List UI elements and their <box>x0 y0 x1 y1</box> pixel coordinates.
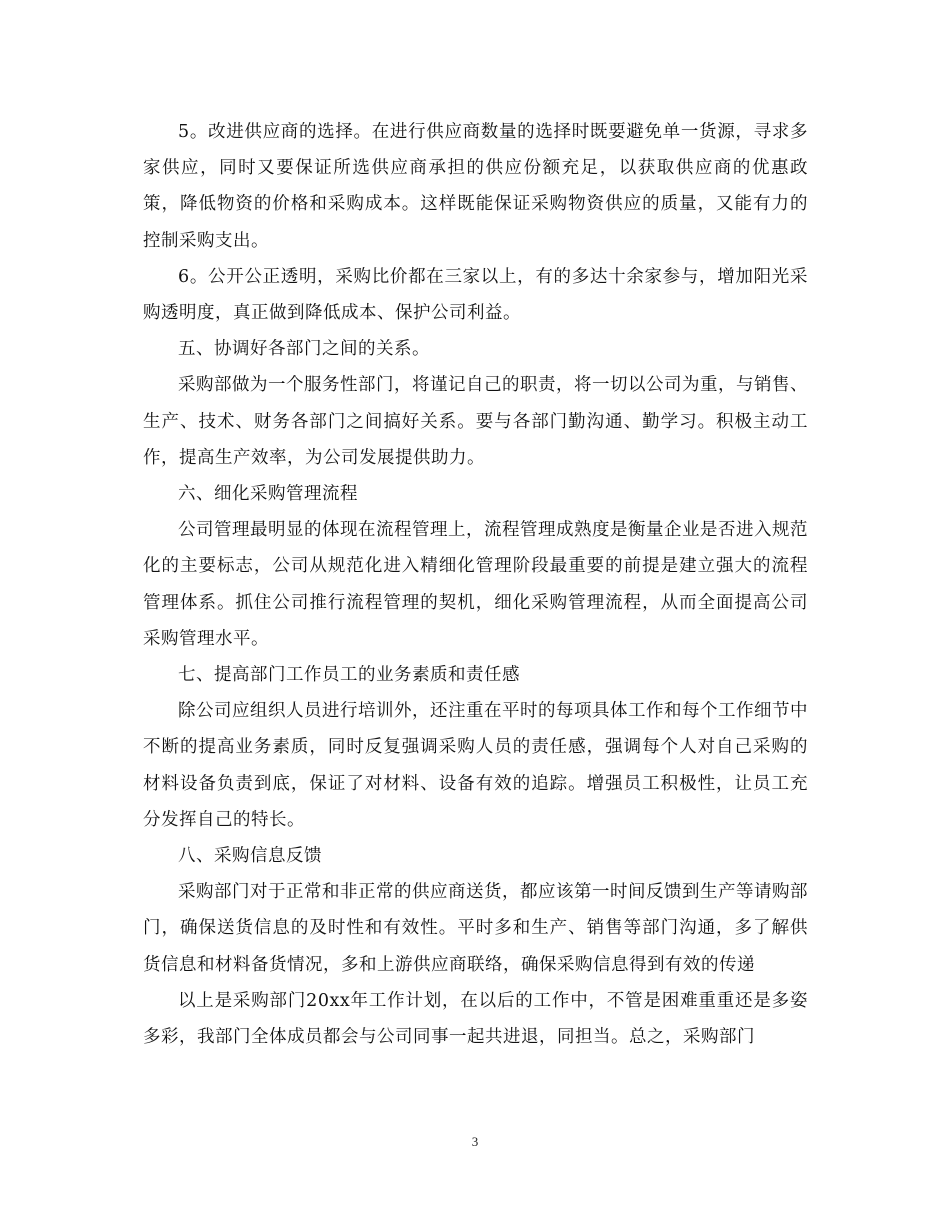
paragraph-section-7-body: 除公司应组织人员进行培训外，还注重在平时的每项具体工作和每个工作细节中不断的提高业务素质，同时反复强调采购人员的责任感，强调每个人对自己采购的材料设备负责到底，保证了对材料、设备有效的追踪。增强员工积极性，让员工充分发挥自己的特长。 <box>143 701 808 830</box>
page-number: 3 <box>471 1134 479 1149</box>
paragraph-conclusion: 以上是采购部门20xx年工作计划，在以后的工作中，不管是困难重重还是多姿多彩，我部门全体成员都会与公司同事一起共进退，同担当。总之，采购部门 <box>143 990 808 1048</box>
section-heading-8: 八、采购信息反馈 <box>178 846 322 867</box>
paragraph-item6-transparency: 6。公开公正透明，采购比价都在三家以上，有的多达十余家参与，增加阳光采购透明度，真正做到降低成本、保护公司利益。 <box>143 266 808 324</box>
section-heading-6: 六、细化采购管理流程 <box>178 484 358 505</box>
section-heading-7: 七、提高部门工作员工的业务素质和责任感 <box>178 665 520 686</box>
paragraph-section-8-body: 采购部门对于正常和非正常的供应商送货，都应该第一时间反馈到生产等请购部门，确保送货信息的及时性和有效性。平时多和生产、销售等部门沟通，多了解供货信息和材料备货情况，多和上游供应商联络，确保采购信息得到有效的传递 <box>143 882 808 975</box>
document-body <box>143 114 808 1055</box>
paragraph-section-6-body: 公司管理最明显的体现在流程管理上，流程管理成熟度是衡量企业是否进入规范化的主要标志，公司从规范化进入精细化管理阶段最重要的前提是建立强大的流程管理体系。抓住公司推行流程管理的契机，细化采购管理流程，从而全面提高公司采购管理水平。 <box>143 520 808 649</box>
paragraph-item5-supplier-selection: 5。改进供应商的选择。在进行供应商数量的选择时既要避免单一货源，寻求多家供应，同时又要保证所选供应商承担的供应份额充足，以获取供应商的优惠政策，降低物资的价格和采购成本。这样既能保证采购物资供应的质量，又能有力的控制采购支出。 <box>143 122 808 251</box>
paragraph-section-5-body: 采购部做为一个服务性部门，将谨记自己的职责，将一切以公司为重，与销售、生产、技术、财务各部门之间搞好关系。要与各部门勤沟通、勤学习。积极主动工作，提高生产效率，为公司发展提供助力。 <box>143 375 808 468</box>
section-heading-5: 五、协调好各部门之间的关系。 <box>178 339 430 360</box>
